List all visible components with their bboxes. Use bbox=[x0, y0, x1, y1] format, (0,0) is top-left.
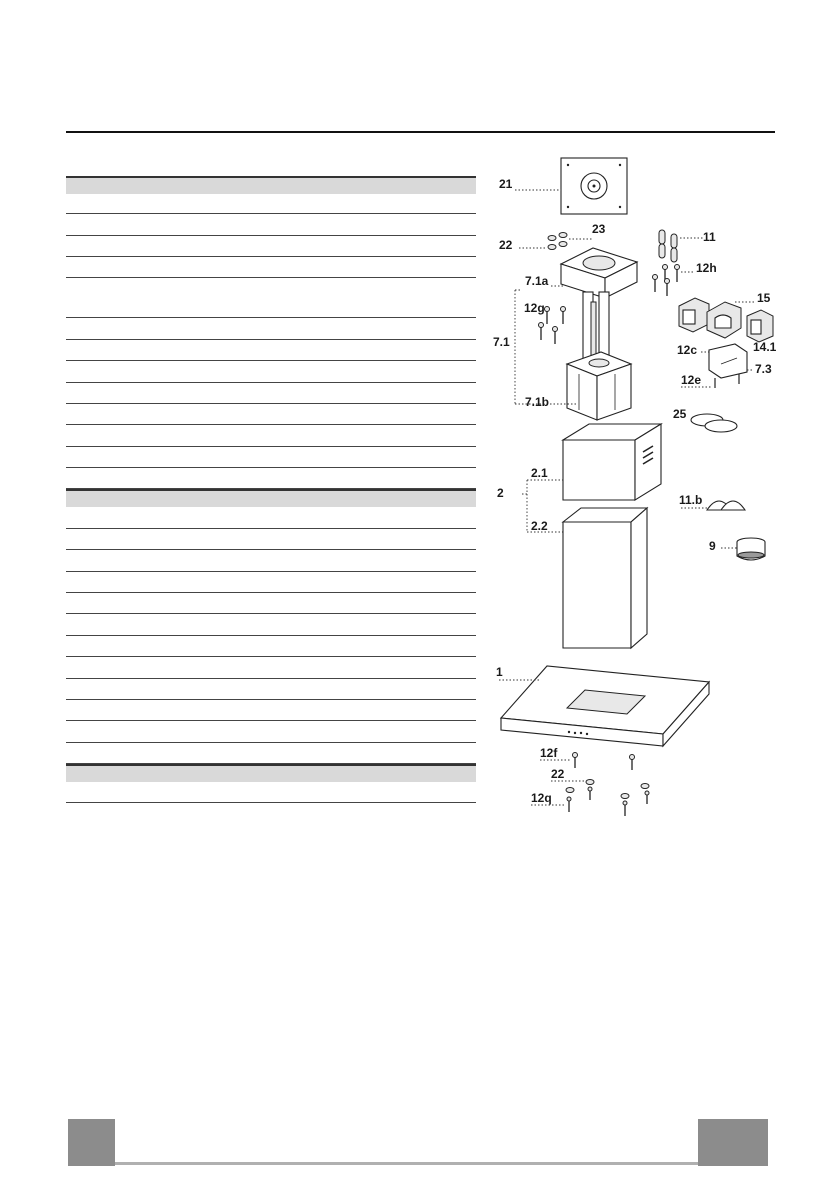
callout-2: 2 bbox=[497, 486, 504, 500]
callout-7-1a: 7.1a bbox=[525, 274, 549, 288]
callout-23: 23 bbox=[592, 222, 606, 236]
table-row bbox=[66, 529, 476, 550]
callout-2-1: 2.1 bbox=[531, 466, 548, 480]
page-footer bbox=[68, 1119, 768, 1167]
seal-rings bbox=[691, 414, 737, 432]
callout-15: 15 bbox=[757, 291, 771, 305]
top-rule bbox=[66, 131, 775, 133]
screws-12h bbox=[653, 265, 680, 297]
upper-chimney bbox=[563, 424, 661, 500]
table-row bbox=[66, 743, 476, 764]
electrical-bracket bbox=[709, 344, 747, 388]
exploded-view-diagram bbox=[485, 152, 785, 832]
callout-9: 9 bbox=[709, 539, 716, 553]
table-row bbox=[66, 721, 476, 743]
footer-tab-right bbox=[698, 1119, 768, 1166]
callout-21: 21 bbox=[499, 177, 513, 191]
table-row bbox=[66, 614, 476, 636]
table-row bbox=[66, 236, 476, 257]
table-row bbox=[66, 657, 476, 679]
callout-12c: 12c bbox=[677, 343, 698, 357]
table-row bbox=[66, 447, 476, 468]
callout-1: 1 bbox=[496, 665, 503, 679]
table-row bbox=[66, 257, 476, 278]
table-row bbox=[66, 507, 476, 529]
table-section-header bbox=[66, 764, 476, 782]
table-row bbox=[66, 361, 476, 383]
table-row bbox=[66, 278, 476, 318]
table-row bbox=[66, 318, 476, 340]
callout-22-top: 22 bbox=[499, 238, 513, 252]
table-row bbox=[66, 383, 476, 404]
callout-7-1: 7.1 bbox=[493, 335, 510, 349]
table-row bbox=[66, 679, 476, 700]
callout-25: 25 bbox=[673, 407, 687, 421]
callout-11-b: 11.b bbox=[679, 493, 703, 507]
table-row bbox=[66, 572, 476, 593]
callout-11: 11 bbox=[703, 230, 716, 244]
callout-12h: 12h bbox=[696, 261, 717, 275]
reducer-flange bbox=[737, 538, 765, 560]
table-row bbox=[66, 593, 476, 614]
table-row bbox=[66, 782, 476, 803]
footer-rule bbox=[115, 1162, 698, 1165]
callout-12f: 12f bbox=[540, 746, 558, 760]
callout-22-bottom: 22 bbox=[551, 767, 565, 781]
table-row bbox=[66, 194, 476, 214]
table-row bbox=[66, 636, 476, 657]
table-row bbox=[66, 214, 476, 236]
callout-12e: 12e bbox=[681, 373, 702, 387]
callout-2-2: 2.2 bbox=[531, 519, 548, 533]
hood-body bbox=[501, 666, 709, 746]
table-row bbox=[66, 425, 476, 447]
table-row bbox=[66, 404, 476, 425]
table-section-header bbox=[66, 489, 476, 507]
callout-14-1: 14.1 bbox=[753, 340, 777, 354]
wall-plugs bbox=[659, 230, 677, 262]
bottom-screws bbox=[566, 753, 649, 817]
telescopic-frame bbox=[561, 248, 637, 420]
lower-chimney bbox=[563, 508, 647, 648]
table-row bbox=[66, 340, 476, 361]
callout-12q: 12q bbox=[531, 791, 552, 805]
table-row bbox=[66, 468, 476, 489]
table-section-header bbox=[66, 176, 476, 194]
callout-12g: 12g bbox=[524, 301, 545, 315]
footer-tab-left bbox=[68, 1119, 115, 1166]
washers-top bbox=[548, 233, 567, 250]
callout-7-3: 7.3 bbox=[755, 362, 772, 376]
deflector bbox=[707, 501, 745, 510]
ceiling-plate bbox=[561, 158, 627, 214]
table-row bbox=[66, 550, 476, 572]
table-row bbox=[66, 700, 476, 721]
parts-table bbox=[66, 176, 476, 803]
callout-7-1b: 7.1b bbox=[525, 395, 550, 409]
